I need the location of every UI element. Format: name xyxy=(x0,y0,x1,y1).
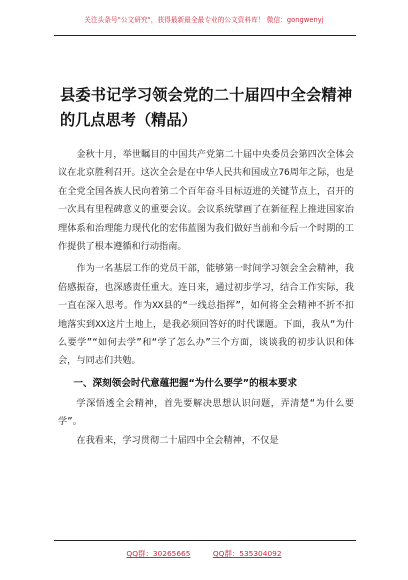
body-paragraph: 在我看来，学习贯彻二十届四中全会精神，不仅是 xyxy=(76,434,279,446)
footer-divider xyxy=(54,540,356,541)
header-banner: 关注头条号"公文研究"，获得最新最全最专业的公文资料库！ 微信：gongwenyj xyxy=(84,16,324,24)
body-paragraph: 作为一名基层工作的党员干部，能够第一时间学习领会全会精神，我倍感振奋，也深感责任重大。连日来，通过初步学习，结合工作实际，我一直在深入思考。作为XX县的“一线总指挥”，如何将全会精神不折不扣地落实到XX这片土地上，是我必须回答好的时代课题。下面，我从“为什么要学”“如何去学”和“学了怎么办”三个方面，谈谈我的初步认识和体会，与同志们共勉。 xyxy=(58,263,354,367)
document-body xyxy=(58,146,354,450)
footer-qq-group-1: QQ群：30265665 xyxy=(126,549,191,558)
footer-qq-group-2: QQ群：535304092 xyxy=(212,549,282,558)
footer xyxy=(0,548,408,559)
document-title: 县委书记学习领会党的二十届四中全会精神的几点思考（精品） xyxy=(60,86,352,129)
section-heading: 一、深刻领会时代意蕴把握“为什么要学”的根本要求 xyxy=(73,377,298,389)
body-paragraph: 学深悟透全会精神，首先要解决思想认识问题，弄清楚“为什么要学”。 xyxy=(58,397,354,428)
body-paragraph: 金秋十月，举世瞩目的中国共产党第二十届中央委员会第四次全体会议在北京胜利召开。这次全会是在中华人民共和国成立76周年之际，也是在全党全国各族人民向着第二个百年奋斗目标迈进的关键节点上，召开的一次具有里程碑意义的重要会议。会议系统擘画了在新征程上推进国家治理体系和治理能力现代化的宏伟蓝图为我们做好当前和今后一个时期的工作提供了根本遵循和行动指南。 xyxy=(58,149,354,253)
header-divider xyxy=(54,35,356,36)
